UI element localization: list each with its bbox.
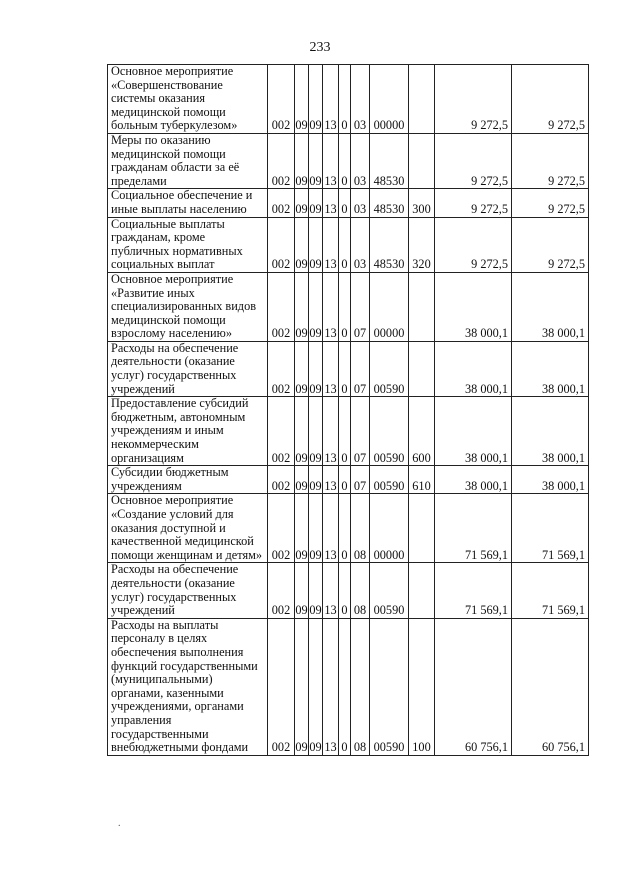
row-name-cell: Расходы на обеспечение деятельности (оказание услуг) государственных учреждений bbox=[108, 341, 268, 396]
amount-year1-cell: 38 000,1 bbox=[435, 272, 512, 341]
subsection-code-cell: 09 bbox=[309, 189, 323, 217]
event-code-cell: 03 bbox=[351, 133, 370, 188]
amount-year1-cell: 38 000,1 bbox=[435, 466, 512, 494]
direction-code-cell: 00590 bbox=[370, 618, 409, 755]
subprogram-code-cell: 0 bbox=[339, 494, 351, 563]
expense-type-cell bbox=[409, 272, 435, 341]
amount-year1-cell: 9 272,5 bbox=[435, 189, 512, 217]
row-name-cell: Субсидии бюджетным учреждениям bbox=[108, 466, 268, 494]
subprogram-code-cell: 0 bbox=[339, 466, 351, 494]
subsection-code-cell: 09 bbox=[309, 466, 323, 494]
program-code-cell: 13 bbox=[323, 272, 339, 341]
subsection-code-cell: 09 bbox=[309, 618, 323, 755]
table-body bbox=[108, 65, 589, 756]
scan-speck: . bbox=[118, 818, 121, 829]
row-name-cell: Меры по оказанию медицинской помощи гражданам области за её пределами bbox=[108, 133, 268, 188]
expense-type-cell bbox=[409, 65, 435, 134]
program-code-cell: 13 bbox=[323, 618, 339, 755]
amount-year1-cell: 38 000,1 bbox=[435, 341, 512, 396]
subprogram-code-cell: 0 bbox=[339, 397, 351, 466]
row-name-cell: Социальные выплаты гражданам, кроме публичных нормативных социальных выплат bbox=[108, 217, 268, 272]
expense-type-cell bbox=[409, 494, 435, 563]
table-row bbox=[108, 466, 589, 494]
section-code-cell: 09 bbox=[295, 341, 309, 396]
subsection-code-cell: 09 bbox=[309, 563, 323, 618]
subsection-code-cell: 09 bbox=[309, 217, 323, 272]
table-row bbox=[108, 272, 589, 341]
direction-code-cell: 00000 bbox=[370, 65, 409, 134]
section-code-cell: 09 bbox=[295, 133, 309, 188]
amount-year1-cell: 38 000,1 bbox=[435, 397, 512, 466]
section-code-cell: 09 bbox=[295, 217, 309, 272]
row-name-cell: Основное мероприятие «Совершенствование системы оказания медицинской помощи больным туберкулезом» bbox=[108, 65, 268, 134]
expense-type-cell bbox=[409, 133, 435, 188]
event-code-cell: 08 bbox=[351, 618, 370, 755]
table-row bbox=[108, 65, 589, 134]
amount-year2-cell: 9 272,5 bbox=[512, 217, 589, 272]
subprogram-code-cell: 0 bbox=[339, 272, 351, 341]
ministry-code-cell: 002 bbox=[268, 563, 295, 618]
subsection-code-cell: 09 bbox=[309, 272, 323, 341]
section-code-cell: 09 bbox=[295, 397, 309, 466]
expense-type-cell: 320 bbox=[409, 217, 435, 272]
expense-type-cell: 600 bbox=[409, 397, 435, 466]
row-name-cell: Предоставление субсидий бюджетным, автономным учреждениям и иным некоммерческим организациям bbox=[108, 397, 268, 466]
amount-year2-cell: 38 000,1 bbox=[512, 272, 589, 341]
budget-table bbox=[107, 64, 589, 756]
event-code-cell: 07 bbox=[351, 397, 370, 466]
direction-code-cell: 48530 bbox=[370, 189, 409, 217]
subprogram-code-cell: 0 bbox=[339, 563, 351, 618]
subsection-code-cell: 09 bbox=[309, 397, 323, 466]
page-number: 233 bbox=[309, 40, 331, 55]
amount-year2-cell: 38 000,1 bbox=[512, 341, 589, 396]
amount-year2-cell: 9 272,5 bbox=[512, 189, 589, 217]
amount-year2-cell: 9 272,5 bbox=[512, 65, 589, 134]
program-code-cell: 13 bbox=[323, 494, 339, 563]
event-code-cell: 03 bbox=[351, 65, 370, 134]
expense-type-cell bbox=[409, 341, 435, 396]
amount-year1-cell: 71 569,1 bbox=[435, 563, 512, 618]
amount-year2-cell: 71 569,1 bbox=[512, 494, 589, 563]
direction-code-cell: 00590 bbox=[370, 563, 409, 618]
table-row bbox=[108, 133, 589, 188]
ministry-code-cell: 002 bbox=[268, 217, 295, 272]
event-code-cell: 03 bbox=[351, 189, 370, 217]
ministry-code-cell: 002 bbox=[268, 272, 295, 341]
subprogram-code-cell: 0 bbox=[339, 133, 351, 188]
event-code-cell: 08 bbox=[351, 563, 370, 618]
ministry-code-cell: 002 bbox=[268, 189, 295, 217]
amount-year1-cell: 9 272,5 bbox=[435, 217, 512, 272]
section-code-cell: 09 bbox=[295, 563, 309, 618]
subsection-code-cell: 09 bbox=[309, 133, 323, 188]
program-code-cell: 13 bbox=[323, 65, 339, 134]
direction-code-cell: 00590 bbox=[370, 341, 409, 396]
expense-type-cell: 610 bbox=[409, 466, 435, 494]
program-code-cell: 13 bbox=[323, 466, 339, 494]
amount-year2-cell: 38 000,1 bbox=[512, 397, 589, 466]
event-code-cell: 07 bbox=[351, 341, 370, 396]
table-row bbox=[108, 217, 589, 272]
subsection-code-cell: 09 bbox=[309, 494, 323, 563]
event-code-cell: 08 bbox=[351, 494, 370, 563]
ministry-code-cell: 002 bbox=[268, 133, 295, 188]
event-code-cell: 07 bbox=[351, 272, 370, 341]
amount-year1-cell: 9 272,5 bbox=[435, 65, 512, 134]
program-code-cell: 13 bbox=[323, 133, 339, 188]
row-name-cell: Основное мероприятие «Развитие иных специализированных видов медицинской помощи взрослому населению» bbox=[108, 272, 268, 341]
program-code-cell: 13 bbox=[323, 563, 339, 618]
direction-code-cell: 48530 bbox=[370, 217, 409, 272]
amount-year1-cell: 60 756,1 bbox=[435, 618, 512, 755]
amount-year2-cell: 9 272,5 bbox=[512, 133, 589, 188]
row-name-cell: Расходы на обеспечение деятельности (оказание услуг) государственных учреждений bbox=[108, 563, 268, 618]
subsection-code-cell: 09 bbox=[309, 341, 323, 396]
subprogram-code-cell: 0 bbox=[339, 217, 351, 272]
amount-year2-cell: 60 756,1 bbox=[512, 618, 589, 755]
event-code-cell: 07 bbox=[351, 466, 370, 494]
section-code-cell: 09 bbox=[295, 189, 309, 217]
section-code-cell: 09 bbox=[295, 618, 309, 755]
amount-year1-cell: 9 272,5 bbox=[435, 133, 512, 188]
row-name-cell: Основное мероприятие «Создание условий для оказания доступной и качественной медицинской помощи женщинам и детям» bbox=[108, 494, 268, 563]
section-code-cell: 09 bbox=[295, 466, 309, 494]
subprogram-code-cell: 0 bbox=[339, 618, 351, 755]
program-code-cell: 13 bbox=[323, 341, 339, 396]
direction-code-cell: 00000 bbox=[370, 494, 409, 563]
program-code-cell: 13 bbox=[323, 397, 339, 466]
row-name-cell: Расходы на выплаты персоналу в целях обеспечения выполнения функций государственными (муниципальными) органами, казенными учреждениями, органами управления государственными внебюджетными фондами bbox=[108, 618, 268, 755]
section-code-cell: 09 bbox=[295, 272, 309, 341]
amount-year2-cell: 38 000,1 bbox=[512, 466, 589, 494]
table-row bbox=[108, 397, 589, 466]
table-row bbox=[108, 494, 589, 563]
expense-type-cell: 100 bbox=[409, 618, 435, 755]
ministry-code-cell: 002 bbox=[268, 466, 295, 494]
table-row bbox=[108, 618, 589, 755]
subprogram-code-cell: 0 bbox=[339, 341, 351, 396]
ministry-code-cell: 002 bbox=[268, 494, 295, 563]
ministry-code-cell: 002 bbox=[268, 65, 295, 134]
row-name-cell: Социальное обеспечение и иные выплаты населению bbox=[108, 189, 268, 217]
ministry-code-cell: 002 bbox=[268, 618, 295, 755]
program-code-cell: 13 bbox=[323, 217, 339, 272]
expense-type-cell bbox=[409, 563, 435, 618]
table-row bbox=[108, 341, 589, 396]
program-code-cell: 13 bbox=[323, 189, 339, 217]
event-code-cell: 03 bbox=[351, 217, 370, 272]
section-code-cell: 09 bbox=[295, 494, 309, 563]
amount-year1-cell: 71 569,1 bbox=[435, 494, 512, 563]
ministry-code-cell: 002 bbox=[268, 397, 295, 466]
expense-type-cell: 300 bbox=[409, 189, 435, 217]
ministry-code-cell: 002 bbox=[268, 341, 295, 396]
direction-code-cell: 48530 bbox=[370, 133, 409, 188]
subprogram-code-cell: 0 bbox=[339, 189, 351, 217]
section-code-cell: 09 bbox=[295, 65, 309, 134]
subsection-code-cell: 09 bbox=[309, 65, 323, 134]
direction-code-cell: 00590 bbox=[370, 466, 409, 494]
amount-year2-cell: 71 569,1 bbox=[512, 563, 589, 618]
direction-code-cell: 00590 bbox=[370, 397, 409, 466]
table-row bbox=[108, 189, 589, 217]
direction-code-cell: 00000 bbox=[370, 272, 409, 341]
table-row bbox=[108, 563, 589, 618]
subprogram-code-cell: 0 bbox=[339, 65, 351, 134]
